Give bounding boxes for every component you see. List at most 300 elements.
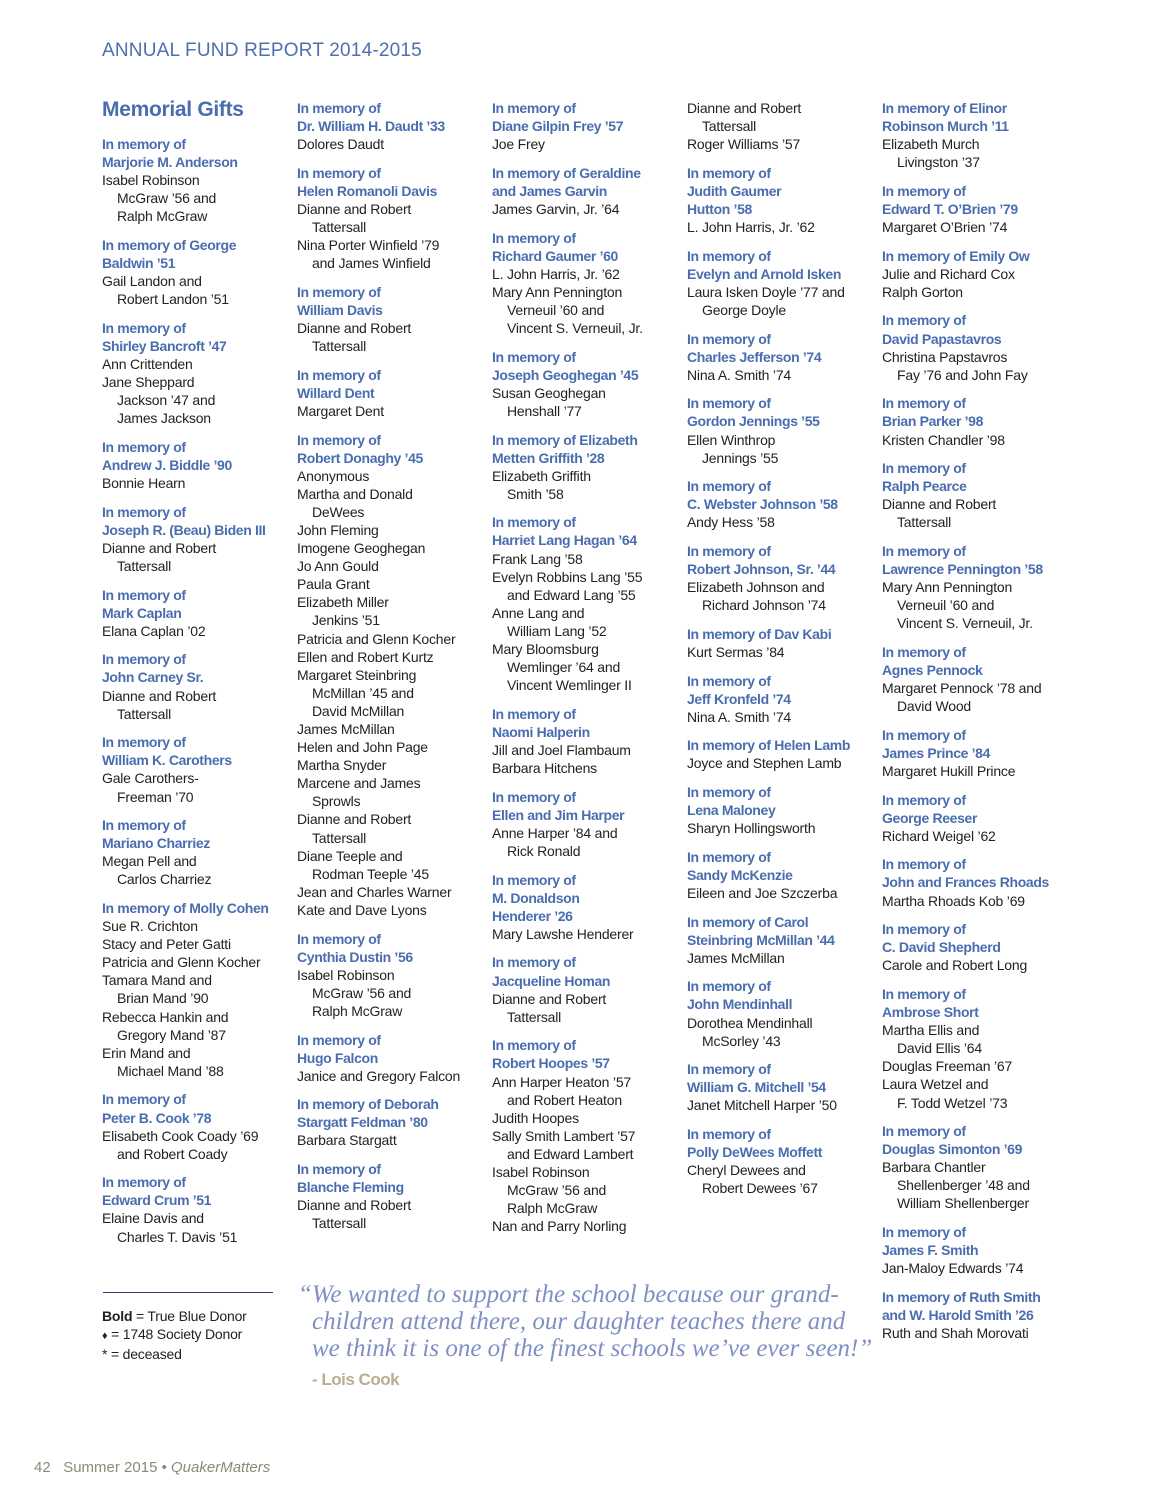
donor-line: Martha Ellis and (882, 1022, 980, 1039)
memorial-heading: In memory of (297, 164, 381, 181)
donor-line: Tattersall (702, 118, 757, 135)
memorial-heading: In memory of (882, 182, 966, 199)
donor-line: Gail Landon and (102, 273, 202, 290)
donor-line: David McMillan (312, 702, 405, 719)
donor-line: McMillan ’45 and (312, 684, 414, 701)
donor-line: Eileen and Joe Szczerba (687, 884, 838, 901)
memorial-heading: In memory of (687, 1126, 771, 1142)
donor-line: Dianne and Robert (102, 687, 217, 704)
donor-line: Richard Johnson ’74 (702, 597, 826, 614)
donor-line: Judith Hoopes (492, 1109, 579, 1126)
donor-line: Jean and Charles Warner (297, 883, 452, 900)
donor-line: Ralph McGraw (117, 208, 208, 225)
memorial-heading: In memory of (882, 460, 966, 477)
memorial-heading: In memory of (687, 330, 771, 347)
memorial-heading: and W. Harold Smith ’26 (882, 1306, 1034, 1323)
memorial-entry (492, 788, 682, 860)
memorial-heading: Harriet Lang Hagan ’64 (492, 532, 637, 549)
donor-line: Richard Weigel ’62 (882, 827, 996, 844)
memorial-entry (687, 99, 877, 153)
memorial-heading: Cynthia Dustin ’56 (297, 948, 413, 965)
donor-line: Sharyn Hollingsworth (687, 820, 816, 837)
donor-line: Sue R. Crichton (102, 918, 198, 935)
memorial-entry (882, 394, 1072, 448)
donor-line: Isabel Robinson (102, 172, 200, 189)
donor-line: William Lang ’52 (507, 622, 607, 639)
memorial-heading: In memory of (297, 930, 381, 947)
memorial-heading: In memory of Molly Cohen (102, 899, 269, 916)
donor-line: Nina A. Smith ’74 (687, 366, 791, 383)
memorial-heading: In memory of (492, 229, 576, 246)
donor-line: McGraw ’56 and (117, 190, 217, 207)
donor-line: Bonnie Hearn (102, 475, 186, 492)
donor-line: and Robert Coady (117, 1145, 228, 1162)
donor-line: Anne Harper ’84 and (492, 824, 618, 841)
donor-line: Anne Lang and (492, 604, 585, 621)
donor-line: Gregory Mand ’87 (117, 1026, 226, 1043)
memorial-heading: In memory of (687, 978, 771, 995)
donor-line: Kate and Dave Lyons (297, 901, 427, 918)
memorial-heading: In memory of (102, 503, 186, 520)
memorial-entry (882, 182, 1072, 236)
memorial-heading: In memory of (297, 1161, 381, 1178)
donor-line: Freeman ’70 (117, 788, 194, 805)
donor-line: Dianne and Robert (297, 320, 412, 337)
memorial-heading: Naomi Halperin (492, 723, 590, 740)
donor-line: Anonymous (297, 467, 370, 484)
donor-line: Barbara Stargatt (297, 1132, 397, 1149)
report-header: ANNUAL FUND REPORT 2014-2015 (102, 40, 422, 61)
donor-line: Cheryl Dewees and (687, 1162, 806, 1179)
memorial-heading: In memory of Helen Lamb (687, 737, 851, 754)
donor-line: Dianne and Robert (297, 811, 412, 828)
donor-line: Jan-Maloy Edwards ’74 (882, 1260, 1024, 1277)
memorial-entry (297, 930, 487, 1020)
donor-line: McSorley ’43 (702, 1032, 781, 1049)
donor-line: Henshall ’77 (507, 402, 582, 419)
memorial-heading: Charles Jefferson ’74 (687, 348, 822, 365)
donor-line: Margaret O’Brien ’74 (882, 219, 1008, 236)
memorial-entry (687, 977, 877, 1049)
memorial-entry (687, 394, 877, 466)
memorial-entry (102, 586, 292, 640)
column-3 (492, 99, 682, 1246)
donor-line: Ann Harper Heaton ’57 (492, 1073, 631, 1090)
memorial-heading: In memory of (102, 438, 186, 455)
donor-line: Mary Ann Pennington (882, 579, 1013, 596)
donor-line: Tattersall (312, 338, 367, 355)
memorial-heading: Polly DeWees Moffett (687, 1144, 823, 1161)
donor-line: Jill and Joel Flambaum (492, 742, 631, 758)
donor-line: Livingston ’37 (897, 154, 980, 171)
memorial-entry (492, 229, 682, 338)
memorial-heading: In memory of (882, 395, 966, 412)
memorial-heading: In memory of (687, 395, 771, 412)
memorial-heading: In memory of (102, 586, 186, 603)
donor-line: James McMillan (687, 949, 785, 966)
donor-line: Tattersall (897, 514, 952, 531)
memorial-entry (102, 1090, 292, 1162)
memorial-heading: In memory of Elinor (882, 100, 1007, 116)
donor-line: Elizabeth Johnson and (687, 579, 825, 596)
memorial-entry (102, 438, 292, 492)
memorial-heading: Stargatt Feldman ’80 (297, 1114, 428, 1131)
memorial-heading: Robert Donaghy ’45 (297, 449, 423, 466)
memorial-entry (102, 899, 292, 1080)
memorial-heading: In memory of (882, 985, 966, 1002)
donor-line: Douglas Freeman ’67 (882, 1058, 1013, 1075)
donor-line: Shellenberger ’48 and (897, 1177, 1030, 1194)
donor-line: William Shellenberger (897, 1195, 1029, 1212)
memorial-entry (492, 871, 682, 943)
memorial-entry (687, 783, 877, 837)
memorial-heading: Robert Hoopes ’57 (492, 1055, 610, 1072)
donor-line: Vincent S. Verneuil, Jr. (507, 320, 643, 337)
memorial-entry (687, 848, 877, 902)
donor-line: Dianne and Robert (882, 496, 997, 513)
memorial-heading: In memory of (102, 734, 186, 751)
memorial-heading: James F. Smith (882, 1242, 979, 1259)
donor-line: Ralph McGraw (312, 1002, 403, 1019)
donor-line: Sprowls (312, 793, 361, 810)
memorial-heading: In memory of (102, 651, 186, 668)
memorial-heading: In memory of (687, 247, 771, 264)
donor-line: Carlos Charriez (117, 871, 212, 888)
donor-line: Patricia and Glenn Kocher (102, 954, 261, 971)
memorial-heading: Joseph R. (Beau) Biden III (102, 521, 266, 538)
donor-line: Robert Landon ’51 (117, 291, 229, 308)
memorial-heading: In memory of Ruth Smith (882, 1288, 1041, 1305)
memorial-heading: In memory of (102, 1174, 186, 1191)
memorial-heading: In memory of (492, 514, 576, 531)
donor-line: Ann Crittenden (102, 356, 193, 373)
legend-divider (103, 1292, 273, 1293)
memorial-heading: George Reeser (882, 809, 978, 826)
memorial-heading: Douglas Simonton ’69 (882, 1141, 1023, 1158)
memorial-heading: In memory of Deborah (297, 1096, 439, 1113)
memorial-heading: In memory of (882, 312, 966, 329)
memorial-entry (882, 791, 1072, 845)
memorial-heading: In memory of (882, 1123, 966, 1140)
memorial-heading: Robinson Murch ’11 (882, 118, 1009, 135)
donor-line: Andy Hess ’58 (687, 514, 775, 531)
memorial-heading: Jeff Kronfeld ’74 (687, 690, 791, 707)
donor-line: James Garvin, Jr. ’64 (492, 200, 620, 217)
memorial-heading: Willard Dent (297, 384, 375, 401)
donor-line: Joe Frey (492, 136, 545, 153)
memorial-heading: In memory of (687, 784, 771, 800)
memorial-heading: Helen Romanoli Davis (297, 182, 438, 199)
donor-line: Michael Mand ’88 (117, 1062, 224, 1079)
memorial-entry (687, 625, 877, 661)
donor-line: Julie and Richard Cox (882, 265, 1015, 282)
donor-line: Brian Mand ’90 (117, 990, 209, 1007)
quote-line: we think it is one of the finest schools we’ve ever seen!” (312, 1335, 873, 1362)
donor-line: Jenkins ’51 (312, 612, 380, 629)
memorial-heading: David Papastavros (882, 330, 1002, 347)
memorial-heading: Lawrence Pennington ’58 (882, 561, 1043, 578)
memorial-entry (102, 319, 292, 428)
donor-line: James McMillan (297, 721, 395, 737)
memorial-heading: Sandy McKenzie (687, 866, 793, 883)
donor-line: Tattersall (312, 219, 367, 236)
memorial-entry (492, 1036, 682, 1235)
memorial-heading: Richard Gaumer ’60 (492, 247, 618, 264)
donor-line: Tattersall (507, 1008, 562, 1025)
legend-diamond-desc: = 1748 Society Donor (107, 1326, 243, 1343)
memorial-heading: In memory of (297, 283, 381, 300)
legend-diamond (102, 1325, 247, 1345)
memorial-heading: In memory of (687, 164, 771, 181)
memorial-entry (687, 1060, 877, 1114)
donor-line: Ellen Winthrop (687, 431, 776, 448)
donor-line: Dolores Daudt (297, 136, 384, 153)
donor-line: Erin Mand and (102, 1044, 191, 1061)
donor-line: Stacy and Peter Gatti (102, 936, 231, 953)
donor-line: F. Todd Wetzel ’73 (897, 1094, 1008, 1111)
donor-line: Imogene Geoghegan (297, 540, 426, 557)
legend-bold-desc: = True Blue Donor (132, 1308, 247, 1324)
memorial-heading: Shirley Bancroft ’47 (102, 337, 227, 354)
donor-line: Margaret Steinbring (297, 666, 417, 683)
donor-line: and Robert Heaton (507, 1091, 622, 1108)
memorial-entry (882, 855, 1072, 909)
memorial-heading: In memory of (882, 726, 966, 743)
donor-line: Janice and Gregory Falcon (297, 1067, 461, 1084)
memorial-heading: Lena Maloney (687, 802, 776, 819)
memorial-entry (882, 459, 1072, 531)
publication-name: QuakerMatters (171, 1459, 271, 1476)
donor-line: Kristen Chandler ’98 (882, 431, 1005, 448)
memorial-heading: Mark Caplan (102, 604, 182, 621)
memorial-entry (102, 650, 292, 722)
memorial-heading: In memory of (687, 542, 771, 559)
memorial-heading: Jacqueline Homan (492, 972, 611, 989)
donor-line: Margaret Pennock ’78 and (882, 680, 1042, 697)
donor-line: Verneuil ’60 and (897, 597, 995, 614)
memorial-heading: In memory of (297, 366, 381, 383)
pull-quote (298, 1281, 878, 1362)
memorial-entry (687, 477, 877, 531)
donor-line: Roger Williams ’57 (687, 136, 801, 153)
diamond-icon: ♦ (102, 1330, 108, 1343)
quote-attribution: - Lois Cook (312, 1370, 400, 1389)
donor-line: Helen and John Page (297, 739, 428, 756)
memorial-heading: William G. Mitchell ’54 (687, 1079, 826, 1096)
memorial-entry (687, 542, 877, 614)
donor-line: Margaret Hukill Prince (882, 763, 1016, 779)
memorial-heading: In memory of Elizabeth (492, 431, 638, 448)
memorial-heading: In memory of (492, 348, 576, 365)
memorial-heading: and James Garvin (492, 182, 608, 199)
memorial-entry (297, 366, 487, 420)
donor-line: Elisabeth Cook Coady ’69 (102, 1127, 259, 1144)
donor-line: Jackson ’47 and (117, 392, 216, 409)
memorial-heading: William K. Carothers (102, 752, 232, 769)
memorial-heading: In memory of (297, 431, 381, 448)
memorial-heading: In memory of (297, 100, 381, 116)
memorial-entry (687, 672, 877, 726)
memorial-heading: M. Donaldson (492, 889, 580, 906)
donor-line: Jo Ann Gould (297, 558, 379, 575)
donor-line: and James Winfield (312, 255, 431, 272)
donor-line: Tamara Mand and (102, 972, 212, 989)
donor-line: Frank Lang ’58 (492, 550, 583, 567)
memorial-heading: Judith Gaumer (687, 182, 782, 199)
memorial-entry (687, 164, 877, 236)
memorial-entry (882, 1122, 1072, 1212)
donor-line: Patricia and Glenn Kocher (297, 630, 456, 647)
memorial-entry (687, 330, 877, 384)
donor-line: Nina Porter Winfield ’79 (297, 237, 440, 254)
memorial-entry (882, 920, 1072, 974)
memorial-heading: In memory of Emily Ow (882, 247, 1030, 264)
donor-line: Tattersall (117, 705, 172, 722)
donor-line: and Edward Lambert (507, 1145, 634, 1162)
memorial-heading: Marjorie M. Anderson (102, 154, 238, 171)
donor-line: L. John Harris, Jr. ’62 (687, 219, 815, 236)
memorial-entry (297, 431, 487, 920)
donor-line: James Jackson (117, 410, 211, 427)
donor-line: Dianne and Robert (297, 1197, 412, 1214)
memorial-heading: Edward Crum ’51 (102, 1192, 212, 1209)
legend (102, 1307, 247, 1363)
donor-line: Ellen and Robert Kurtz (297, 648, 434, 665)
memorial-entry (882, 1223, 1072, 1277)
memorial-heading: In memory of (492, 871, 576, 888)
memorial-entry (297, 99, 487, 153)
memorial-heading: In memory of (102, 1091, 186, 1108)
donor-line: Robert Dewees ’67 (702, 1180, 818, 1197)
quote-line: “We wanted to support the school because our grand- (298, 1281, 839, 1308)
memorial-entry (687, 913, 877, 967)
memorial-heading: In memory of (882, 542, 966, 559)
memorial-entry (687, 1125, 877, 1197)
donor-line: John Fleming (297, 521, 379, 538)
memorial-entry (687, 736, 877, 772)
memorial-entry (882, 726, 1072, 780)
memorial-heading: In memory of Dav Kabi (687, 625, 832, 642)
donor-line: Isabel Robinson (492, 1163, 590, 1180)
donor-line: Rick Ronald (507, 842, 581, 859)
memorial-entry (102, 135, 292, 225)
donor-line: Susan Geoghegan (492, 384, 606, 401)
memorial-entry (297, 164, 487, 273)
donor-line: McGraw ’56 and (507, 1182, 607, 1199)
memorial-entry (882, 542, 1072, 632)
memorial-heading: Ralph Pearce (882, 478, 967, 495)
memorial-entry (492, 99, 682, 153)
donor-line: Sally Smith Lambert ’57 (492, 1127, 636, 1144)
memorial-entry (492, 953, 682, 1025)
donor-line: Ruth and Shah Morovati (882, 1325, 1029, 1342)
memorial-heading: Edward T. O’Brien ’79 (882, 200, 1018, 217)
donor-line: Ralph McGraw (507, 1200, 598, 1217)
memorial-entry (687, 247, 877, 319)
memorial-heading: In memory of (492, 100, 576, 116)
memorial-heading: Agnes Pennock (882, 662, 983, 679)
donor-line: and Edward Lang ’55 (507, 586, 636, 603)
memorial-heading: In memory of (102, 817, 186, 834)
column-1 (102, 97, 292, 1256)
donor-line: George Doyle (702, 301, 786, 318)
memorial-heading: In memory of (882, 791, 966, 808)
memorial-heading: In memory of (882, 921, 966, 938)
memorial-entry (882, 985, 1072, 1112)
donor-line: Jennings ’55 (702, 449, 779, 466)
donor-line: Barbara Chantler (882, 1159, 986, 1176)
legend-asterisk: * = deceased (102, 1346, 182, 1363)
memorial-heading: In memory of (492, 705, 576, 722)
donor-line: Martha and Donald (297, 485, 413, 502)
memorial-heading: Ellen and Jim Harper (492, 806, 625, 823)
donor-line: McGraw ’56 and (312, 984, 412, 1001)
memorial-heading: Ambrose Short (882, 1004, 979, 1021)
donor-line: Tattersall (312, 1215, 367, 1232)
memorial-entry (297, 1031, 487, 1085)
memorial-heading: In memory of (492, 1037, 576, 1054)
donor-line: Janet Mitchell Harper ’50 (687, 1097, 837, 1114)
donor-line: Jane Sheppard (102, 374, 195, 391)
memorial-heading: Hugo Falcon (297, 1049, 378, 1066)
memorial-heading: Dr. William H. Daudt ’33 (297, 118, 445, 135)
donor-line: Barbara Hitchens (492, 760, 597, 777)
donor-line: Laura Isken Doyle ’77 and (687, 283, 845, 300)
donor-line: Vincent Wemlinger II (507, 677, 632, 694)
footer (34, 1459, 270, 1476)
donor-line: Wemlinger ’64 and (507, 659, 621, 676)
donor-line: Marcene and James (297, 775, 421, 792)
donor-line: Christina Papstavros (882, 348, 1008, 365)
donor-line: L. John Harris, Jr. ’62 (492, 265, 620, 282)
page-number: 42 (34, 1459, 51, 1476)
donor-line: Isabel Robinson (297, 966, 395, 983)
memorial-heading: Hutton ’58 (687, 200, 752, 217)
memorial-heading: C. David Shepherd (882, 939, 1001, 956)
legend-bold-word: Bold (102, 1308, 133, 1324)
memorial-entry (102, 236, 292, 308)
memorial-heading: Diane Gilpin Frey ’57 (492, 118, 624, 135)
memorial-heading: In memory of (492, 954, 576, 971)
donor-line: Elizabeth Murch (882, 136, 980, 153)
memorial-heading: In memory of (102, 319, 186, 336)
memorial-heading: In memory of (687, 478, 771, 495)
donor-line: Laura Wetzel and (882, 1076, 989, 1093)
donor-line: Nan and Parry Norling (492, 1218, 627, 1235)
donor-line: Elaine Davis and (102, 1210, 204, 1227)
donor-line: Rebecca Hankin and (102, 1008, 229, 1025)
donor-line: Dorothea Mendinhall (687, 1014, 813, 1031)
memorial-heading: Brian Parker ’98 (882, 413, 984, 430)
memorial-heading: In memory of George (102, 236, 237, 253)
column-2 (297, 99, 487, 1243)
memorial-heading: Evelyn and Arnold Isken (687, 265, 842, 282)
memorial-entry (882, 311, 1072, 383)
memorial-entry (102, 1173, 292, 1245)
donor-line: Elizabeth Griffith (492, 467, 591, 484)
donor-line: Martha Snyder (297, 757, 387, 774)
memorial-heading: In memory of (687, 848, 771, 865)
issue-label: Summer 2015 • (63, 1459, 167, 1476)
memorial-entry (102, 503, 292, 575)
donor-line: Dianne and Robert (102, 539, 217, 556)
memorial-heading: Robert Johnson, Sr. ’44 (687, 561, 836, 578)
memorial-heading: Joseph Geoghegan ’45 (492, 366, 639, 383)
donor-line: DeWees (312, 503, 365, 520)
column-5 (882, 99, 1072, 1353)
memorial-entry (882, 99, 1072, 171)
donor-line: Dianne and Robert (687, 100, 802, 116)
